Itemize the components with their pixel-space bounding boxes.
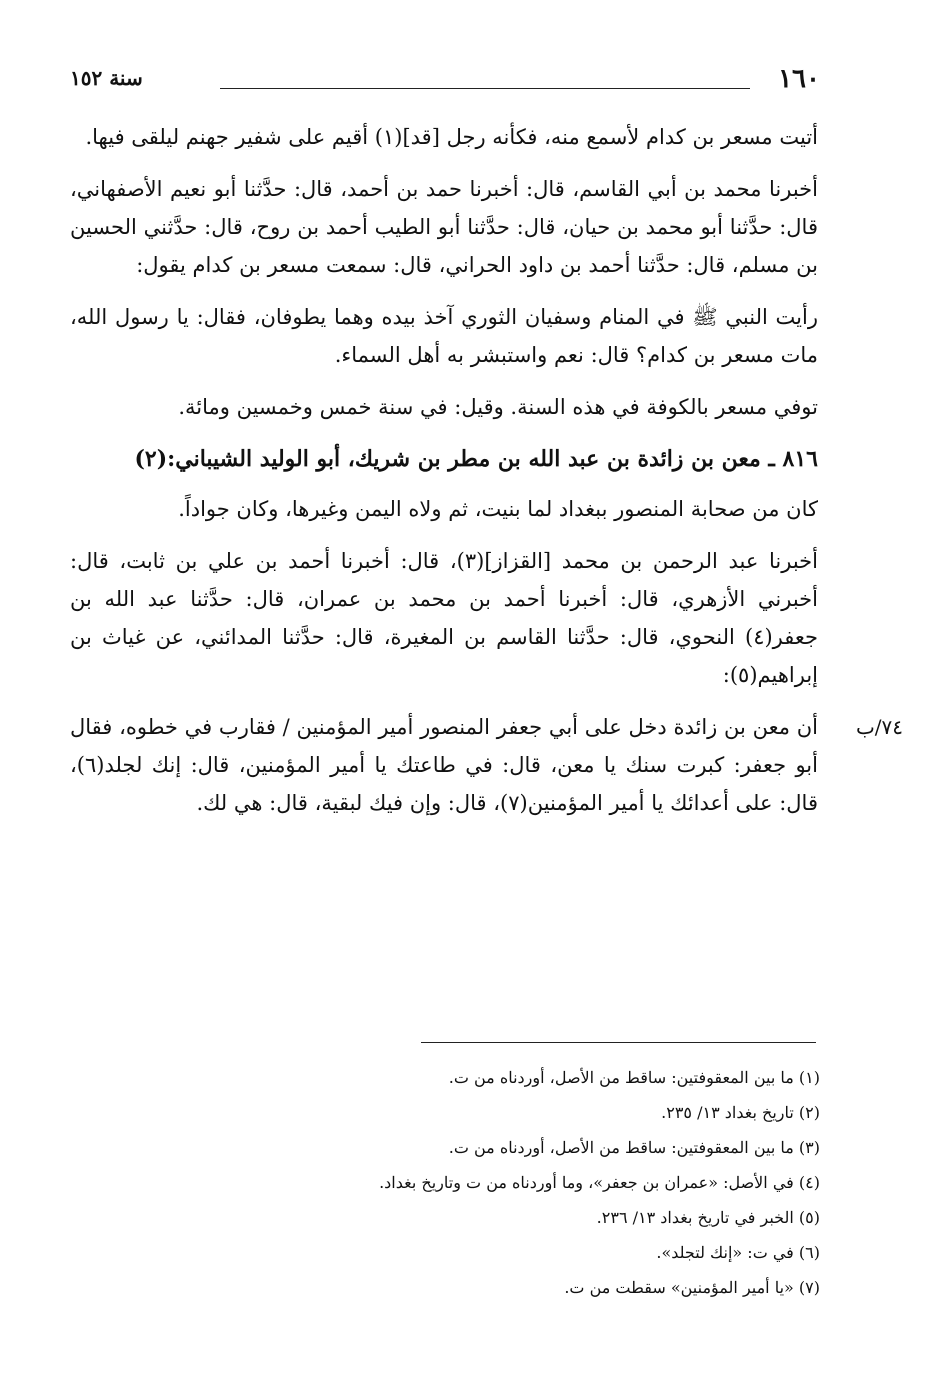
footnote-7: (٧) «يا أمير المؤمنين» سقطت من ت. [564, 1278, 820, 1297]
paragraph-5: كان من صحابة المنصور ببغداد لما بنيت، ثم ولاه اليمن وغيرها، وكان جواداً. [178, 497, 818, 521]
header-rule [220, 88, 750, 89]
page-header [70, 64, 820, 104]
manuscript-row [70, 708, 903, 822]
paragraph-2: أخبرنا محمد بن أبي القاسم، قال: أخبرنا حمد بن أحمد، قال: حدَّثنا أبو نعيم الأصفهاني، قال: حدَّثنا أبو محمد بن حيان، قال: حدَّثنا أبو الطيب أحمد بن روح، قال: حدَّثني الحسين بن مسلم، قال: حدَّثنا أحمد بن داود الحراني، قال: سمعت مسعر بن كدام يقول: [70, 177, 818, 277]
footnote-6: (٦) في ت: «إنك لتجلد». [656, 1243, 820, 1262]
paragraph-4: توفي مسعر بالكوفة في هذه السنة. وقيل: في سنة خمس وخمسين ومائة. [178, 395, 818, 419]
manuscript-folio-marker: ٧٤/ب [855, 715, 903, 739]
entry-heading: ٨١٦ ـ معن بن زائدة بن عبد الله بن مطر بن شريك، أبو الوليد الشيباني:(٢) [134, 446, 818, 472]
footnotes [300, 1060, 820, 1305]
footnote-5: (٥) الخبر في تاريخ بغداد ١٣/ ٢٣٦. [596, 1208, 820, 1227]
footnote-2: (٢) تاريخ بغداد ١٣/ ٢٣٥. [661, 1103, 820, 1122]
footnote-1: (١) ما بين المعقوفتين: ساقط من الأصل، أوردناه من ت. [448, 1068, 820, 1087]
paragraph-7: أن معن بن زائدة دخل على أبي جعفر المنصور أمير المؤمنين / فقارب في خطوه، فقال أبو جعفر: كبرت سنك يا معن، قال: في طاعتك يا أمير المؤمنين، قال: إنك لجلد(٦)، قال: على أعدائك يا أمير المؤمنين(٧)، قال: وإن فيك لبقية، قال: هي لك. [70, 715, 818, 815]
footnote-3: (٣) ما بين المعقوفتين: ساقط من الأصل، أوردناه من ت. [448, 1138, 820, 1157]
paragraph-6: أخبرنا عبد الرحمن بن محمد [القزاز](٣)، قال: أخبرنا أحمد بن علي بن ثابت، قال: أخبرني الأزهري، قال: أخبرنا أحمد بن محمد بن عمران، قال: حدَّثنا عبد الله بن جعفر(٤) النحوي، قال: حدَّثنا القاسم بن المغيرة، قال: حدَّثنا المدائني، عن غياث بن إبراهيم(٥): [70, 549, 818, 687]
footnote-divider [421, 1042, 816, 1043]
running-title: سنة ١٥٢ [70, 66, 143, 90]
page-number: ١٦٠ [778, 64, 820, 94]
main-text [70, 118, 903, 836]
paragraph-1: أتيت مسعر بن كدام لأسمع منه، فكأنه رجل [قد](١) أقيم على شفير جهنم ليلقى فيها. [85, 125, 818, 149]
footnote-4: (٤) في الأصل: «عمران بن جعفر»، وما أوردناه من ت وتاريخ بغداد. [379, 1173, 820, 1192]
paragraph-3: رأيت النبي ﷺ في المنام وسفيان الثوري آخذ بيده وهما يطوفان، فقال: يا رسول الله، مات مسعر بن كدام؟ قال: نعم واستبشر به أهل السماء. [70, 305, 818, 367]
